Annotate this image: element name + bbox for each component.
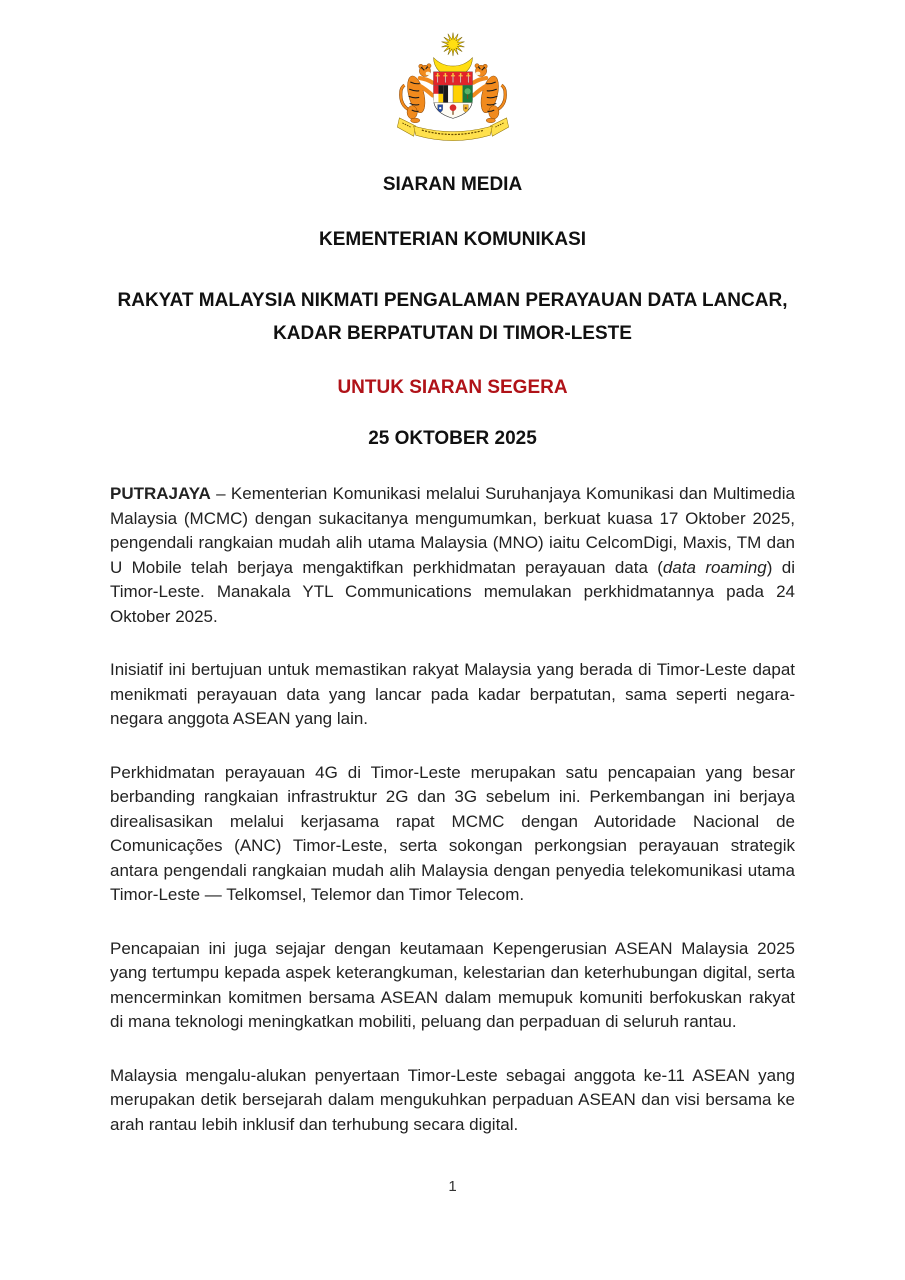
- paragraph-perkhidmatan-4g: Perkhidmatan perayauan 4G di Timor-Leste merupakan satu pencapaian yang besar berbanding rangkaian infrastruktur 2G dan 3G sebelum ini. Perkembangan ini berjaya direalisasikan melalui kerjasama rapat MCMC dengan Autoridade Nacional de Comunicações (ANC) Timor-Leste, serta sokongan perkongsian perayauan strategik antara pengendali rangkaian mudah alih Malaysia dengan penyedia telekomunikasi utama Timor-Leste — Telkomsel, Telemor dan Timor Telecom.: [110, 762, 795, 904]
- release-date: 25 OKTOBER 2025: [368, 428, 537, 449]
- paragraph-anggota-ke-11: Malaysia mengalu-alukan penyertaan Timor-Leste sebagai anggota ke-11 ASEAN yang merupakan detik bersejarah dalam mengukuhkan perpaduan ASEAN dan visi bersama ke arah rantau lebih inklusif dan terhubung secara digital.: [110, 1065, 795, 1134]
- paragraph-text: – Kementerian Komunikasi melalui Suruhanjaya Komunikasi dan Multimedia Malaysia (MCMC) dengan sukacitanya mengumumkan, berkuat kuasa 17 Oktober 2025, pengendali rangkaian mudah alih utama Malaysia (MNO) iaitu CelcomDigi, Maxis, TM dan U Mobile telah berjaya mengaktifkan perkhidmatan perayauan data (: [110, 484, 795, 577]
- page-number: 1: [448, 1178, 457, 1195]
- paragraph-putrajaya: [110, 482, 795, 629]
- release-tag: UNTUK SIARAN SEGERA: [337, 377, 568, 398]
- press-release-title: RAKYAT MALAYSIA NIKMATI PENGALAMAN PERAYAUAN DATA LANCAR, KADAR BERPATUTAN DI TIMOR-LESTE: [117, 290, 788, 344]
- paragraph-lead-dateline: PUTRAJAYA: [110, 484, 211, 503]
- ministry-heading: KEMENTERIAN KOMUNIKASI: [318, 229, 587, 250]
- paragraph-text: ) di Timor-Leste. Manakala YTL Communications memulakan perkhidmatannya pada 24 Oktober 2025.: [110, 557, 795, 626]
- paragraph-asean-2025: Pencapaian ini juga sejajar dengan keutamaan Kepengerusian ASEAN Malaysia 2025 yang tertumpu kepada aspek keterangkuman, kelestarian dan keterhubungan digital, serta mencerminkan komitmen bersama ASEAN dalam memupuk komuniti berfokuskan rakyat di mana teknologi meningkatkan mobiliti, peluang dan perpaduan di seluruh rantau.: [110, 938, 795, 1031]
- malaysia-coat-of-arms-icon: [384, 28, 522, 148]
- paragraph-inisiatif: Inisiatif ini bertujuan untuk memastikan rakyat Malaysia yang berada di Timor-Leste dapat menikmati perayauan data yang lancar pada kadar berpatutan, sama seperti negara-negara anggota ASEAN yang lain.: [110, 660, 795, 728]
- document-type-heading: SIARAN MEDIA: [382, 174, 523, 195]
- paragraph-italic-term: data roaming: [662, 557, 767, 577]
